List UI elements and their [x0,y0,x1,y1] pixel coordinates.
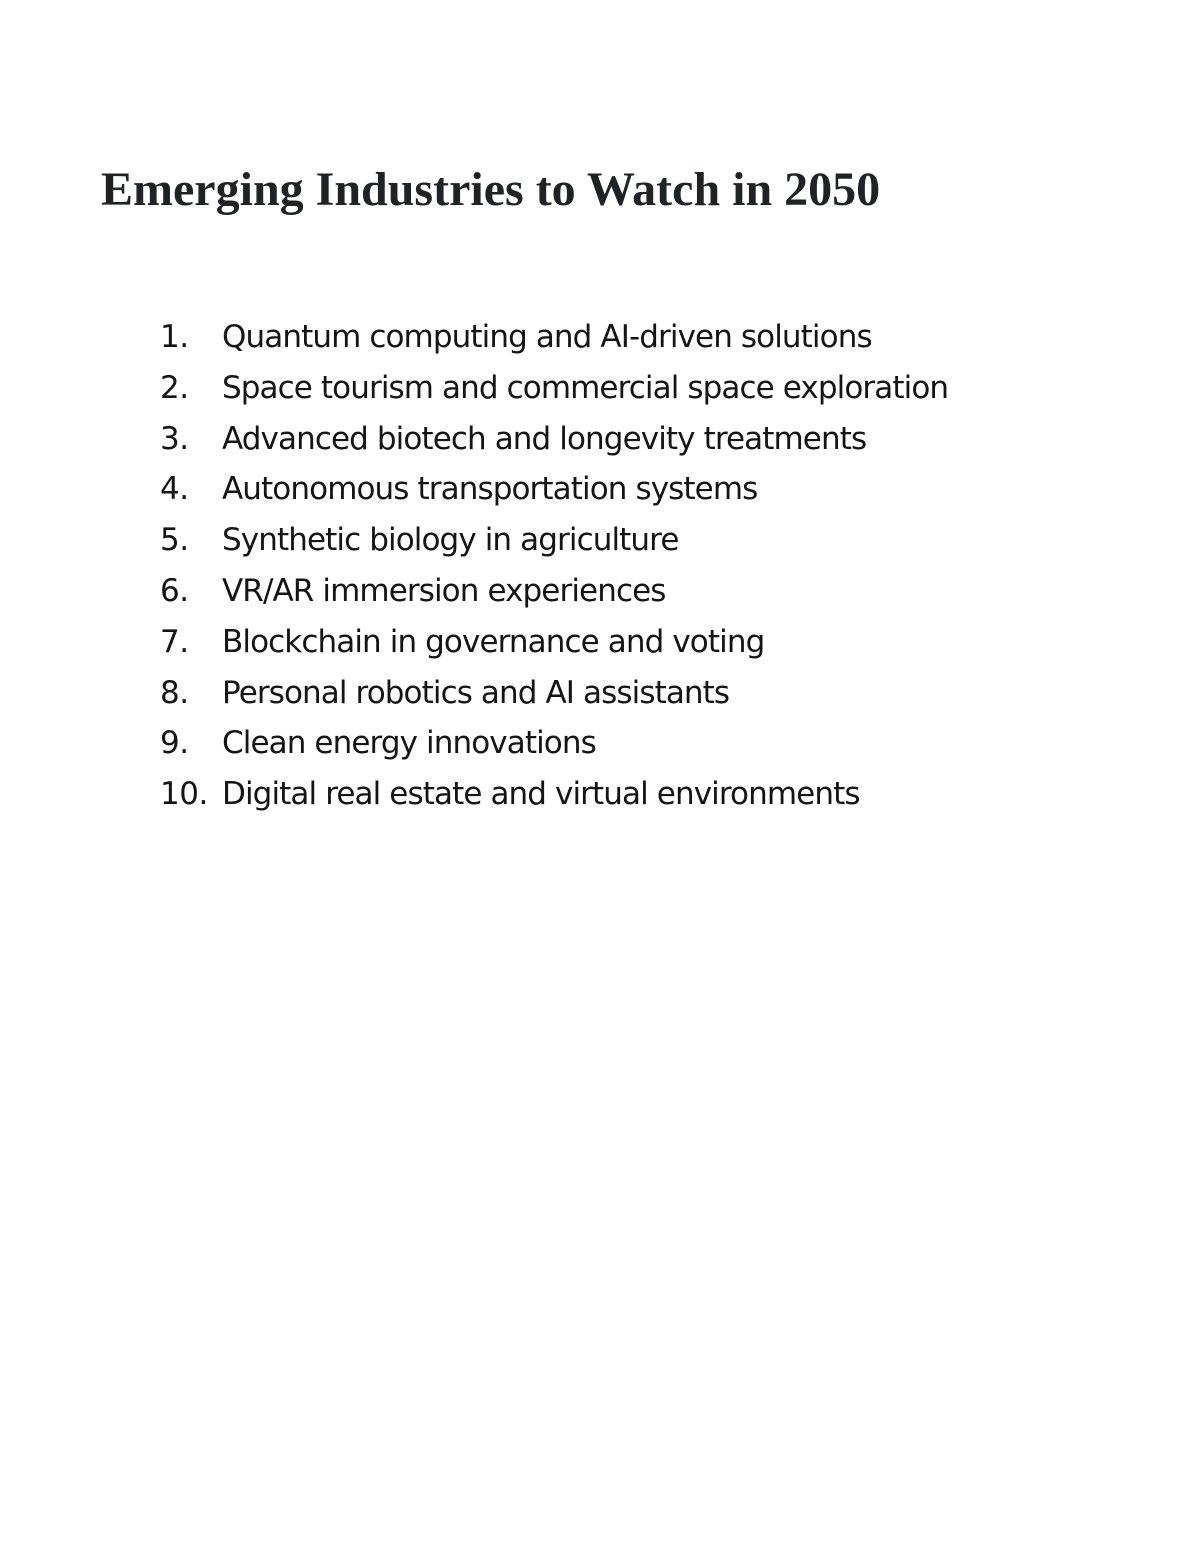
list-item-number: 10. [160,776,208,813]
list-item-text: Blockchain in governance and voting [222,623,765,660]
list-item [0,464,1200,515]
list-item-number: 2. [160,369,189,406]
page-title: Emerging Industries to Watch in 2050 [101,163,881,216]
list-item [0,363,1200,414]
list-item-number: 8. [160,674,189,711]
list-item-number: 6. [160,572,189,609]
list-item-text: VR/AR immersion experiences [222,572,666,609]
list-item [0,566,1200,617]
list-item-text: Space tourism and commercial space exploration [222,369,949,406]
industry-list [0,312,1200,820]
list-item-number: 7. [160,623,189,660]
list-item [0,515,1200,566]
list-item-number: 9. [160,725,189,762]
list-item [0,617,1200,668]
list-item-text: Advanced biotech and longevity treatments [222,420,867,457]
list-item [0,414,1200,465]
list-item-number: 5. [160,522,189,559]
list-item-number: 4. [160,471,189,508]
list-item-text: Synthetic biology in agriculture [222,522,679,559]
list-item-text: Clean energy innovations [222,725,596,762]
list-item [0,312,1200,363]
list-item-number: 1. [160,319,189,355]
list-item-number: 3. [160,420,189,457]
list-item [0,668,1200,719]
list-item-text: Personal robotics and AI assistants [222,674,730,711]
list-item-text: Quantum computing and AI-driven solutions [222,319,872,355]
list-item-text: Autonomous transportation systems [222,471,758,508]
list-item [0,769,1200,820]
list-item-text: Digital real estate and virtual environments [222,776,860,813]
list-item [0,718,1200,769]
